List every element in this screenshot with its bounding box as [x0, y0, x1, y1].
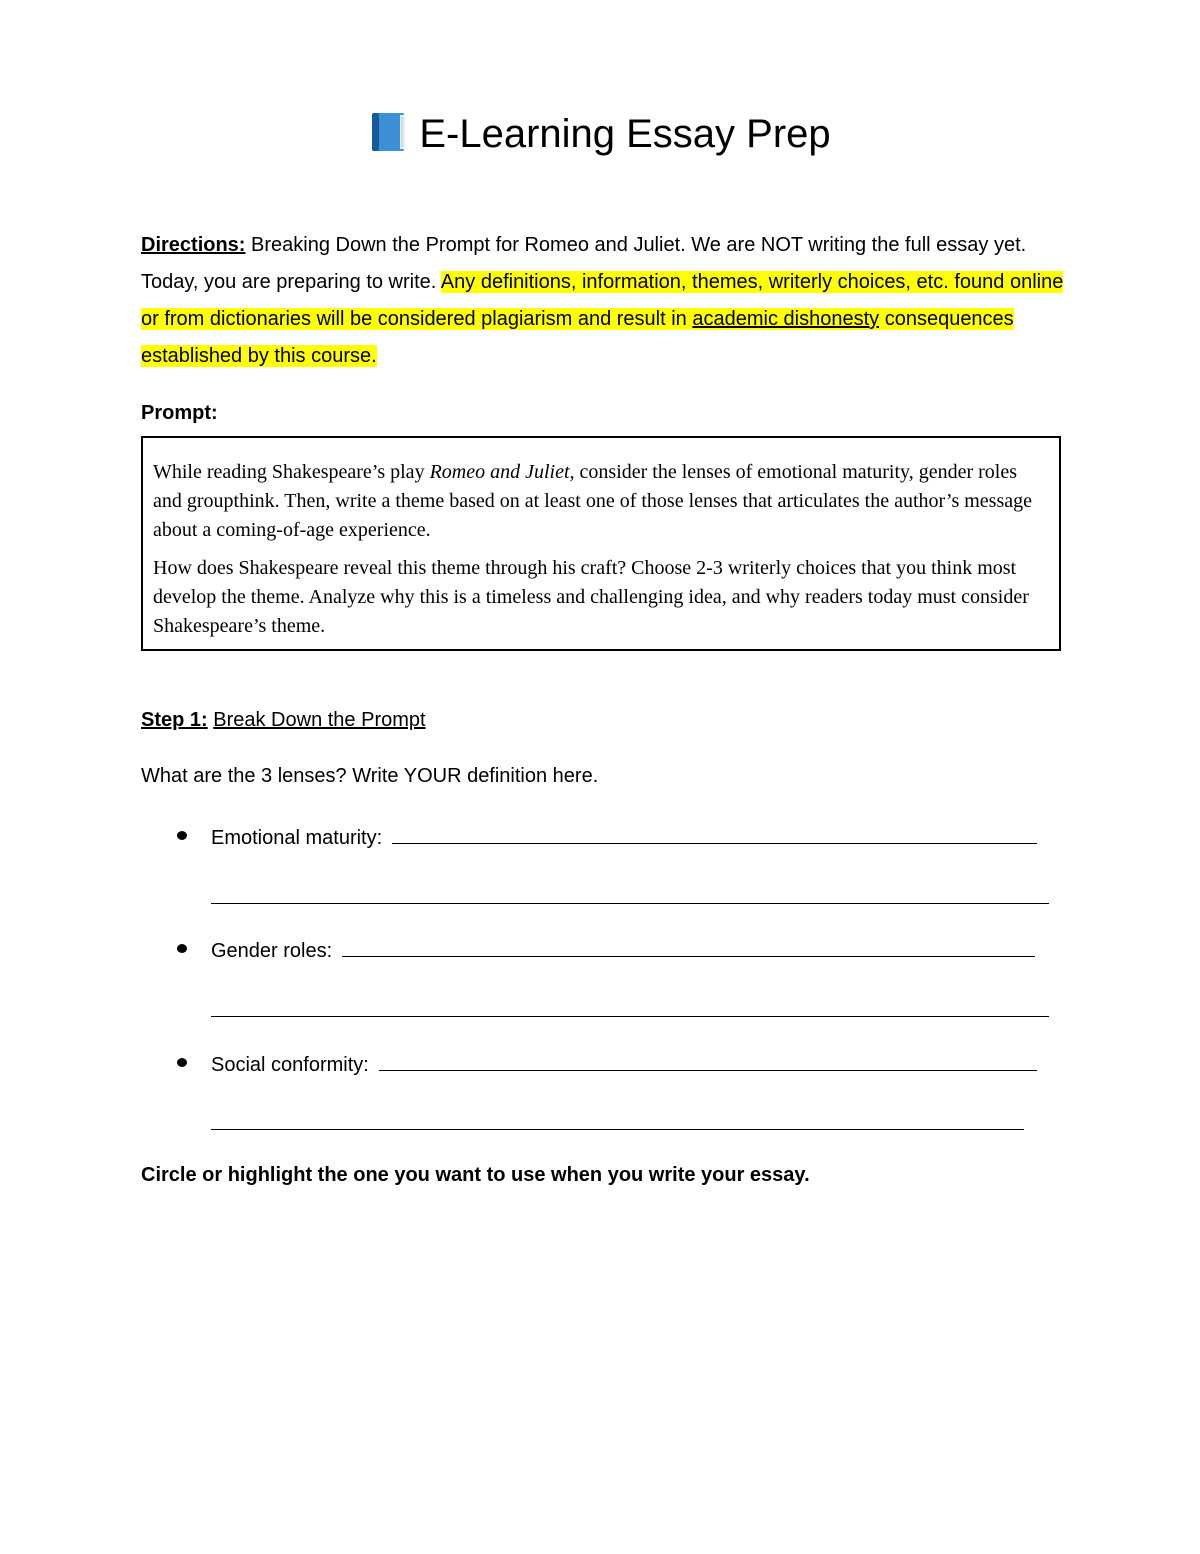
lens-line	[211, 823, 1037, 850]
blue-book-icon	[369, 111, 409, 153]
lens-label: Gender roles:	[211, 940, 333, 962]
prompt-p1-start: While reading Shakespeare’s play	[153, 461, 430, 483]
bullet-icon	[177, 831, 187, 840]
lens-line	[211, 1050, 1037, 1077]
step1-label: Step 1:	[141, 709, 208, 731]
prompt-text	[153, 458, 1049, 641]
bullet-icon	[177, 1058, 187, 1067]
document-title	[0, 108, 1200, 160]
final-instruction: Circle or highlight the one you want to use when you write your essay.	[141, 1164, 810, 1186]
prompt-p1-end: consider the lenses of emotional maturity, gender roles and groupthink. Then, write a theme based on at least one of those lenses that articulates the author’s message about a coming-of-age experience.	[153, 461, 1033, 541]
lens-label: Emotional maturity:	[211, 827, 383, 849]
lens-label: Social conformity:	[211, 1054, 369, 1076]
answer-blank-line-2[interactable]	[211, 902, 1049, 904]
consequences-text: consequences established by this course.	[141, 308, 1014, 367]
answer-blank[interactable]	[379, 1050, 1037, 1071]
directions-paragraph	[141, 227, 1066, 375]
answer-blank[interactable]	[342, 936, 1035, 957]
academic-dishonesty-link[interactable]: academic dishonesty	[692, 308, 880, 330]
answer-blank-line-2[interactable]	[211, 1015, 1049, 1017]
step1-title: Break Down the Prompt	[213, 709, 426, 731]
directions-label: Directions:	[141, 234, 246, 256]
lens-line	[211, 936, 1035, 963]
prompt-paragraph-2: How does Shakespeare reveal this theme through his craft? Choose 2-3 writerly choices that you think most develop the theme. Analyze why this is a timeless and challenging idea, and why readers today must consider Shakespeare’s theme.	[153, 557, 1029, 637]
title-text: E-Learning Essay Prep	[419, 112, 831, 156]
plagiarism-warning: Any definitions, information, themes, writerly choices, etc. found online or from dictionaries will be considered plagiarism and result in	[141, 271, 1064, 330]
bullet-icon	[177, 944, 187, 953]
play-title: Romeo and Juliet,	[429, 461, 575, 483]
step1-heading	[141, 709, 426, 732]
answer-blank[interactable]	[392, 823, 1037, 844]
prompt-label: Prompt:	[141, 402, 218, 424]
lenses-question: What are the 3 lenses? Write YOUR definition here.	[141, 765, 599, 787]
prompt-paragraph-1	[153, 458, 1049, 545]
answer-blank-line-2[interactable]	[211, 1128, 1024, 1130]
prompt-box	[141, 436, 1061, 651]
directions-text: Breaking Down the Prompt for Romeo and Juliet. We are NOT writing the full essay yet. Today, you are preparing to write.	[141, 234, 1027, 293]
